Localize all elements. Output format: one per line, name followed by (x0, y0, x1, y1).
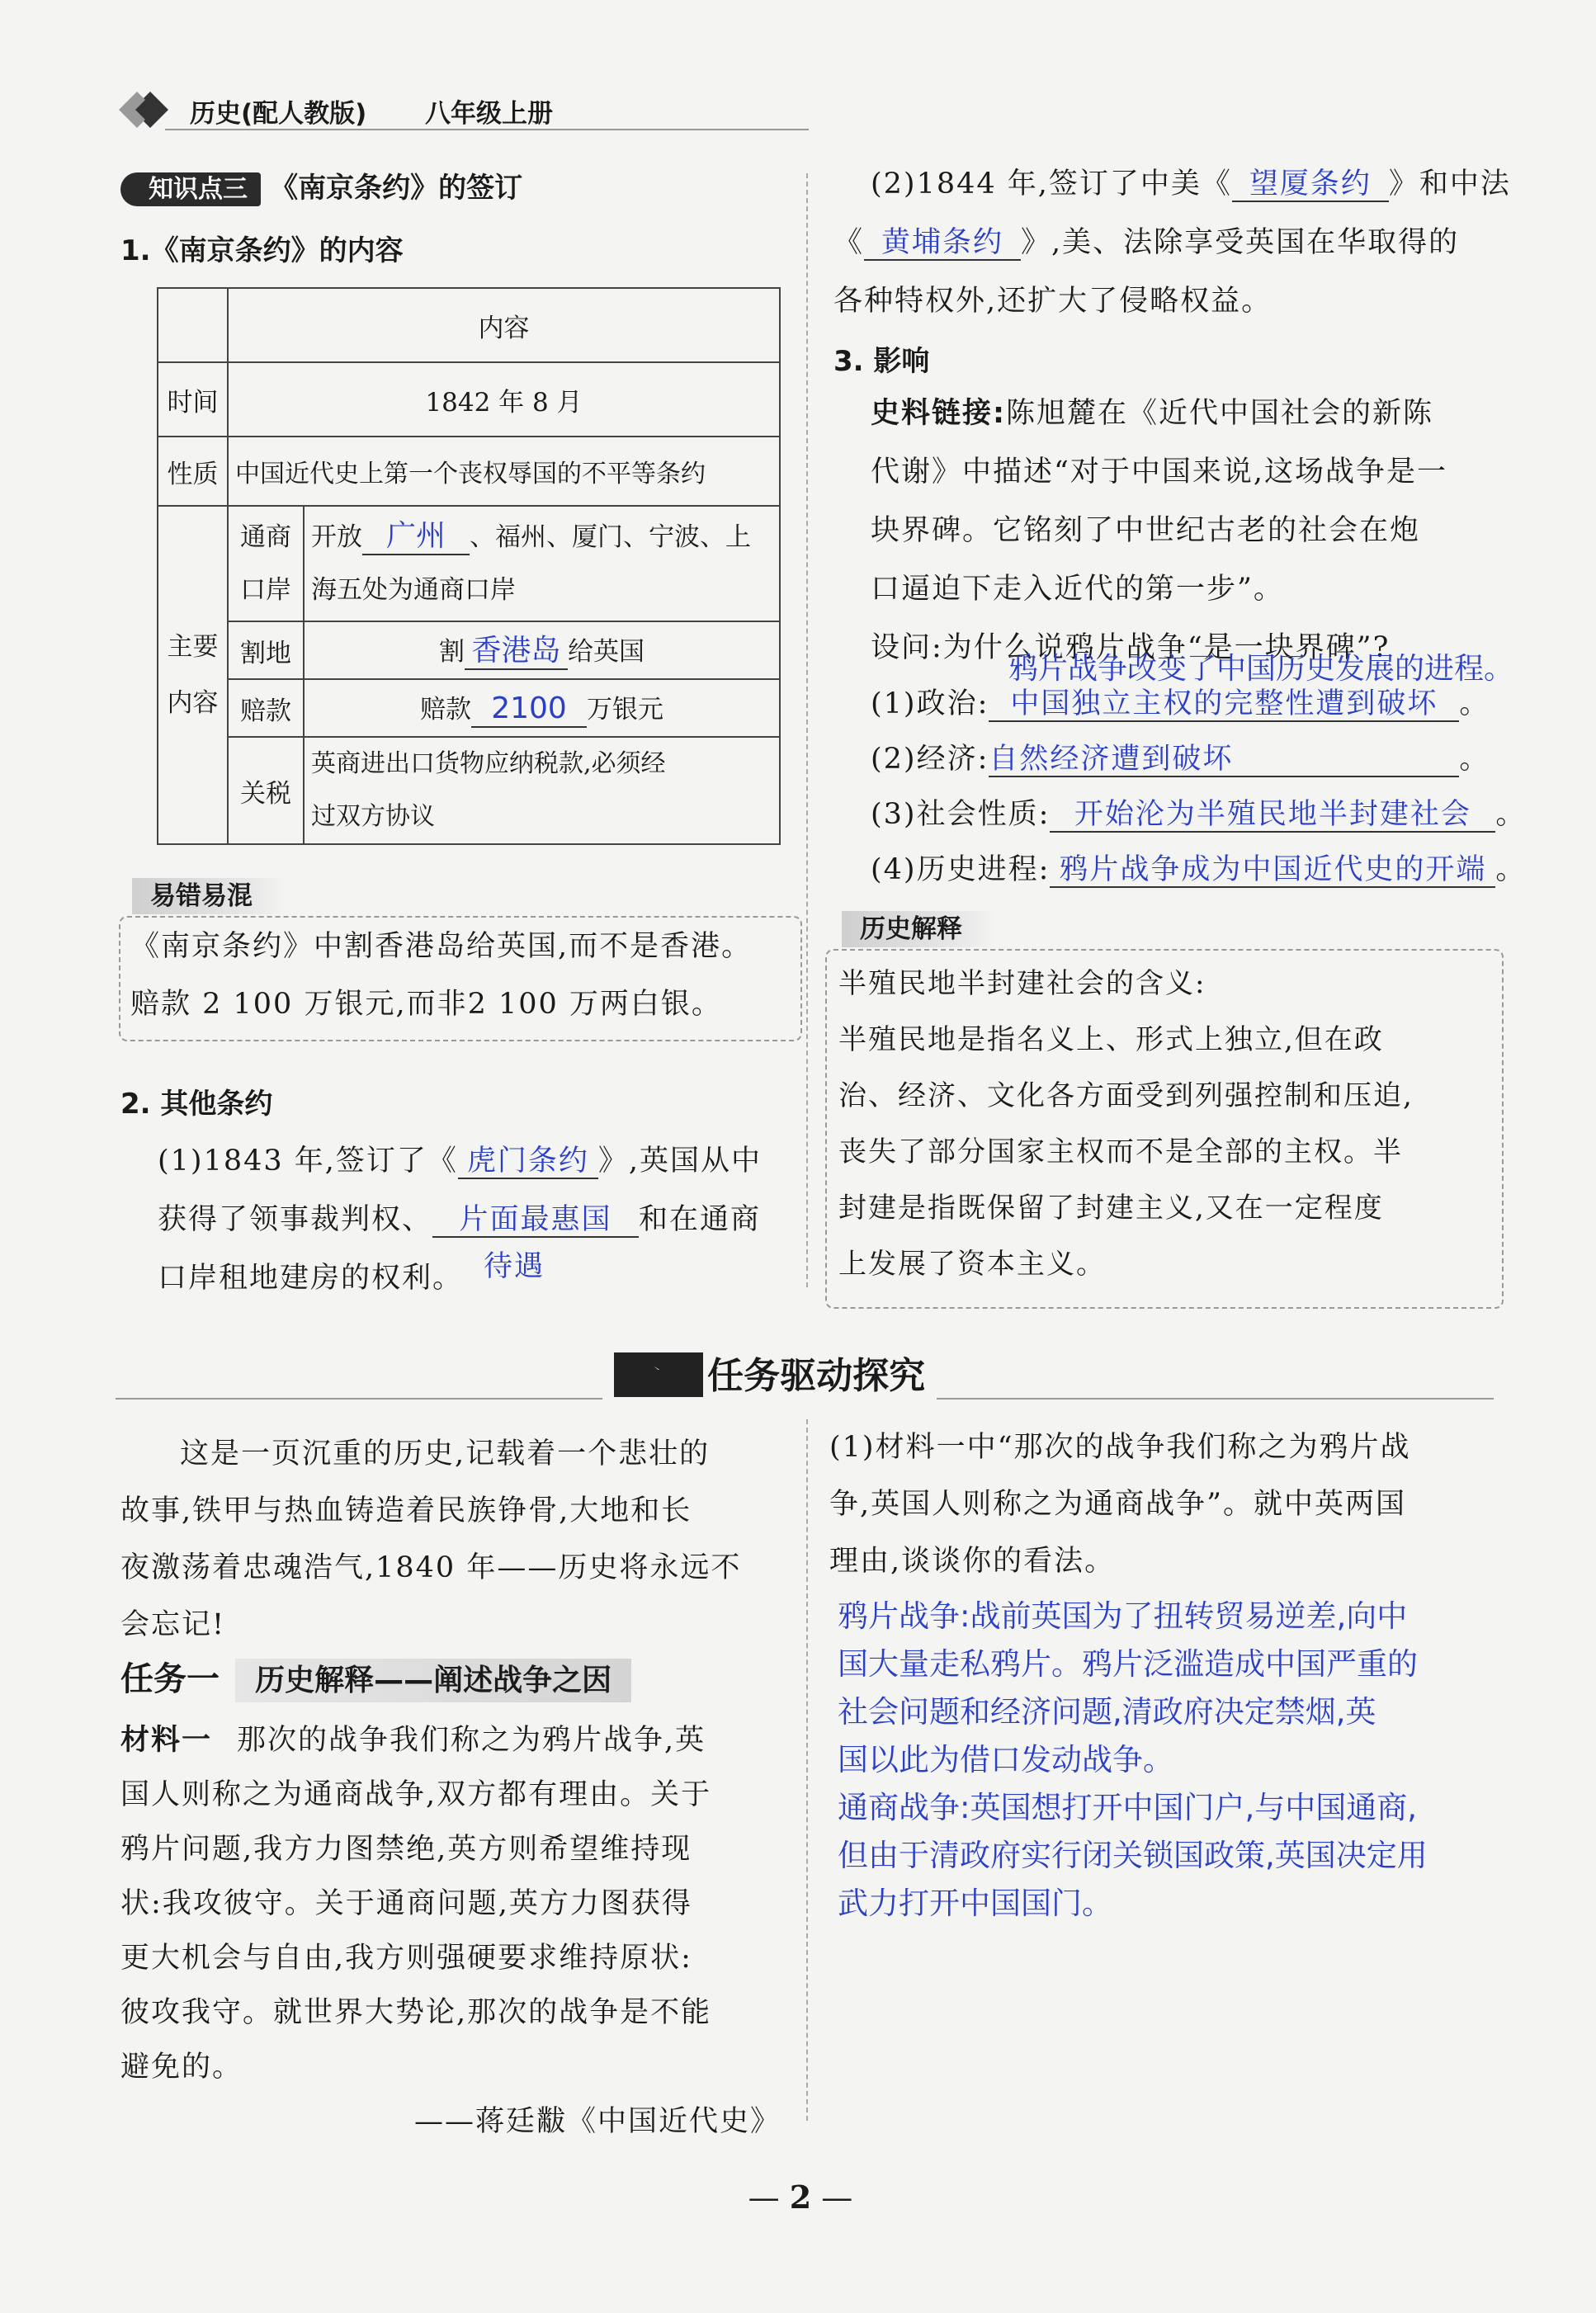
indemnity-label: 赔款 (228, 679, 304, 737)
treaty-1843: (1)1843 年,签订了《 虎门条约 》,英国从中 获得了领事裁判权、 片面最惠国 和在通商 口岸租地建房的权利。 待遇 (158, 1145, 763, 1295)
coop-intro: 这是一页沉重的历史,记载着一个悲壮的 故事,铁甲与热血铸造着民族铮骨,大地和长 夜激荡着忠魂浩气,1840 年——历史将永远不 会忘记! (120, 1437, 742, 1641)
explain-tag: 历史解释 (842, 908, 995, 945)
t1843-answer-1: 虎门条约 (466, 1145, 589, 1178)
task-label: 任务一 (120, 1660, 220, 1698)
page-number: — 2 — (748, 2178, 853, 2216)
impact-item: (2)经济:自然经济遭到破坏 。 (871, 743, 1490, 776)
coop-title (602, 1345, 937, 1400)
task-title: 历史解释——阐述战争之因 (235, 1659, 631, 1702)
explain-box: 半殖民地半封建社会的含义: 半殖民地是指名义上、形式上独立,但在政 治、经济、文化各方面受到列强控制和压迫, 丧失了部分国家主权而不是全部的主权。半 封建是指既保留了封建主义,又在一定程度 上发展了资本主义。 (825, 949, 1504, 1309)
knowledge-badge: 知识点三 (120, 172, 261, 206)
question: 设问:为什么说鸦片战争“是一块界碑”? (871, 631, 1391, 664)
impact-item: (4)历史进程: 鸦片战争成为中国近代史的开端 。 (871, 853, 1527, 886)
table-corner (158, 288, 228, 362)
easy-mistake-line-1: 《南京条约》中割香港岛给英国,而不是香港。 (130, 930, 753, 963)
treaty-table (157, 287, 781, 845)
header-rule (165, 129, 809, 130)
coop-title-b: 任务驱动探究 (707, 1355, 926, 1397)
section-3-heading: 3. 影响 (833, 345, 930, 378)
section-1-heading: 1.《南京条约》的内容 (120, 234, 404, 267)
t1844-answer-1: 望厦条约 (1249, 168, 1372, 201)
column-divider (806, 173, 808, 1287)
header-subject: 历史(配人教版) (190, 99, 367, 129)
time-value: 1842 年 8 月 (228, 362, 780, 437)
t1843-answer-3: 待遇 (484, 1250, 545, 1283)
material-1: 材料一 那次的战争我们称之为鸦片战争,英 国人则称之为通商战争,双方都有理由。关于 鸦片问题,我方力图禁绝,英方则希望维持现 状:我攻彼守。关于通商问题,英方力图获得 更大机会与自由,我方则强硬要求维持原状: 彼攻我守。就世界大势论,那次的战争是不能 避免的。 ——蒋廷黻《中国近代史》 (120, 1713, 789, 2149)
cede-label: 割地 (228, 621, 304, 679)
main-label: 主要内容 (158, 506, 228, 844)
indemnity-value: 赔款 2100 万银元 (304, 679, 780, 737)
t1844-answer-2: 黄埔条约 (881, 226, 1004, 259)
easy-mistake-line-2: 赔款 2 100 万银元,而非2 100 万两白银。 (130, 988, 722, 1021)
header-grade: 八年级上册 (425, 99, 553, 129)
source-label: 史料链接: (871, 397, 1006, 430)
easy-mistake-tag: 易错易混 (132, 875, 286, 912)
coop-title-a: 合作 (614, 1352, 703, 1397)
impact-item: (3)社会性质: 开始沦为半殖民地半封建社会 。 (871, 798, 1527, 831)
cede-value: 割 香港岛 给英国 (304, 621, 780, 679)
nature-label: 性质 (158, 437, 228, 506)
question-1: (1)材料一中“那次的战争我们称之为鸦片战 争,英国人则称之为通商战争”。就中英两国 理由,谈谈你的看法。 (829, 1431, 1411, 1578)
column-divider-2 (806, 1419, 808, 2121)
knowledge-point-3 (120, 165, 522, 205)
indemnity-answer: 2100 (491, 692, 567, 725)
nature-value: 中国近代史上第一个丧权辱国的不平等条约 (228, 437, 780, 506)
easy-mistake-box (119, 916, 802, 1041)
ports-answer: 广州 (385, 519, 446, 553)
table-head: 内容 (228, 288, 780, 362)
header (116, 86, 809, 134)
cede-answer: 香港岛 (471, 634, 561, 668)
knowledge-title: 《南京条约》的签订 (270, 172, 523, 205)
task-1-header (120, 1653, 781, 1700)
material-source: ——蒋廷黻《中国近代史》 (413, 2105, 781, 2138)
time-label: 时间 (158, 362, 228, 437)
material-label: 材料一 (120, 1724, 213, 1757)
treaty-1844: (2)1844 年,签订了中美《 望厦条约 》和中法 《 黄埔条约 》,美、法除享受英国在华取得的 各种特权外,还扩大了侵略权益。 (833, 168, 1511, 318)
ports-value: 开放 广州 、福州、厦门、宁波、上 海五处为通商口岸 (304, 506, 780, 621)
ports-label: 通商口岸 (228, 506, 304, 621)
handwritten-answer: 鸦片战争:战前英国为了扭转贸易逆差,向中 国大量走私鸦片。鸦片泛滥造成中国严重的 社会问题和经济问题,清政府决定禁烟,英 国以此为借口发动战争。 通商战争:英国想打开中国门户,与中国通商, 但由于清政府实行闭关锁国政策,英国决定用 武力打开中国国门。 (838, 1598, 1428, 1921)
section-2-heading: 2. 其他条约 (120, 1088, 273, 1121)
t1843-answer-2: 片面最惠国 (459, 1203, 612, 1236)
source-material: 史料链接:陈旭麓在《近代中国社会的新陈 代谢》中描述“对于中国来说,这场战争是一 块界碑。它铭刻了中世纪古老的社会在炮 口逼迫下走入近代的第一步”。 设问:为什么说鸦片战争“是一块界碑”? (871, 385, 1531, 677)
tariff-label: 关税 (228, 737, 304, 844)
tariff-value: 英商进出口货物应纳税款,必须经 过双方协议 (304, 737, 780, 844)
question-answer: 鸦片战争改变了中国历史发展的进程。 (1008, 652, 1514, 686)
impact-list (871, 677, 1547, 898)
diamond-logo-icon (116, 86, 173, 134)
impact-item: (1)政治: 中国独立主权的完整性遭到破坏 。 (871, 687, 1490, 720)
